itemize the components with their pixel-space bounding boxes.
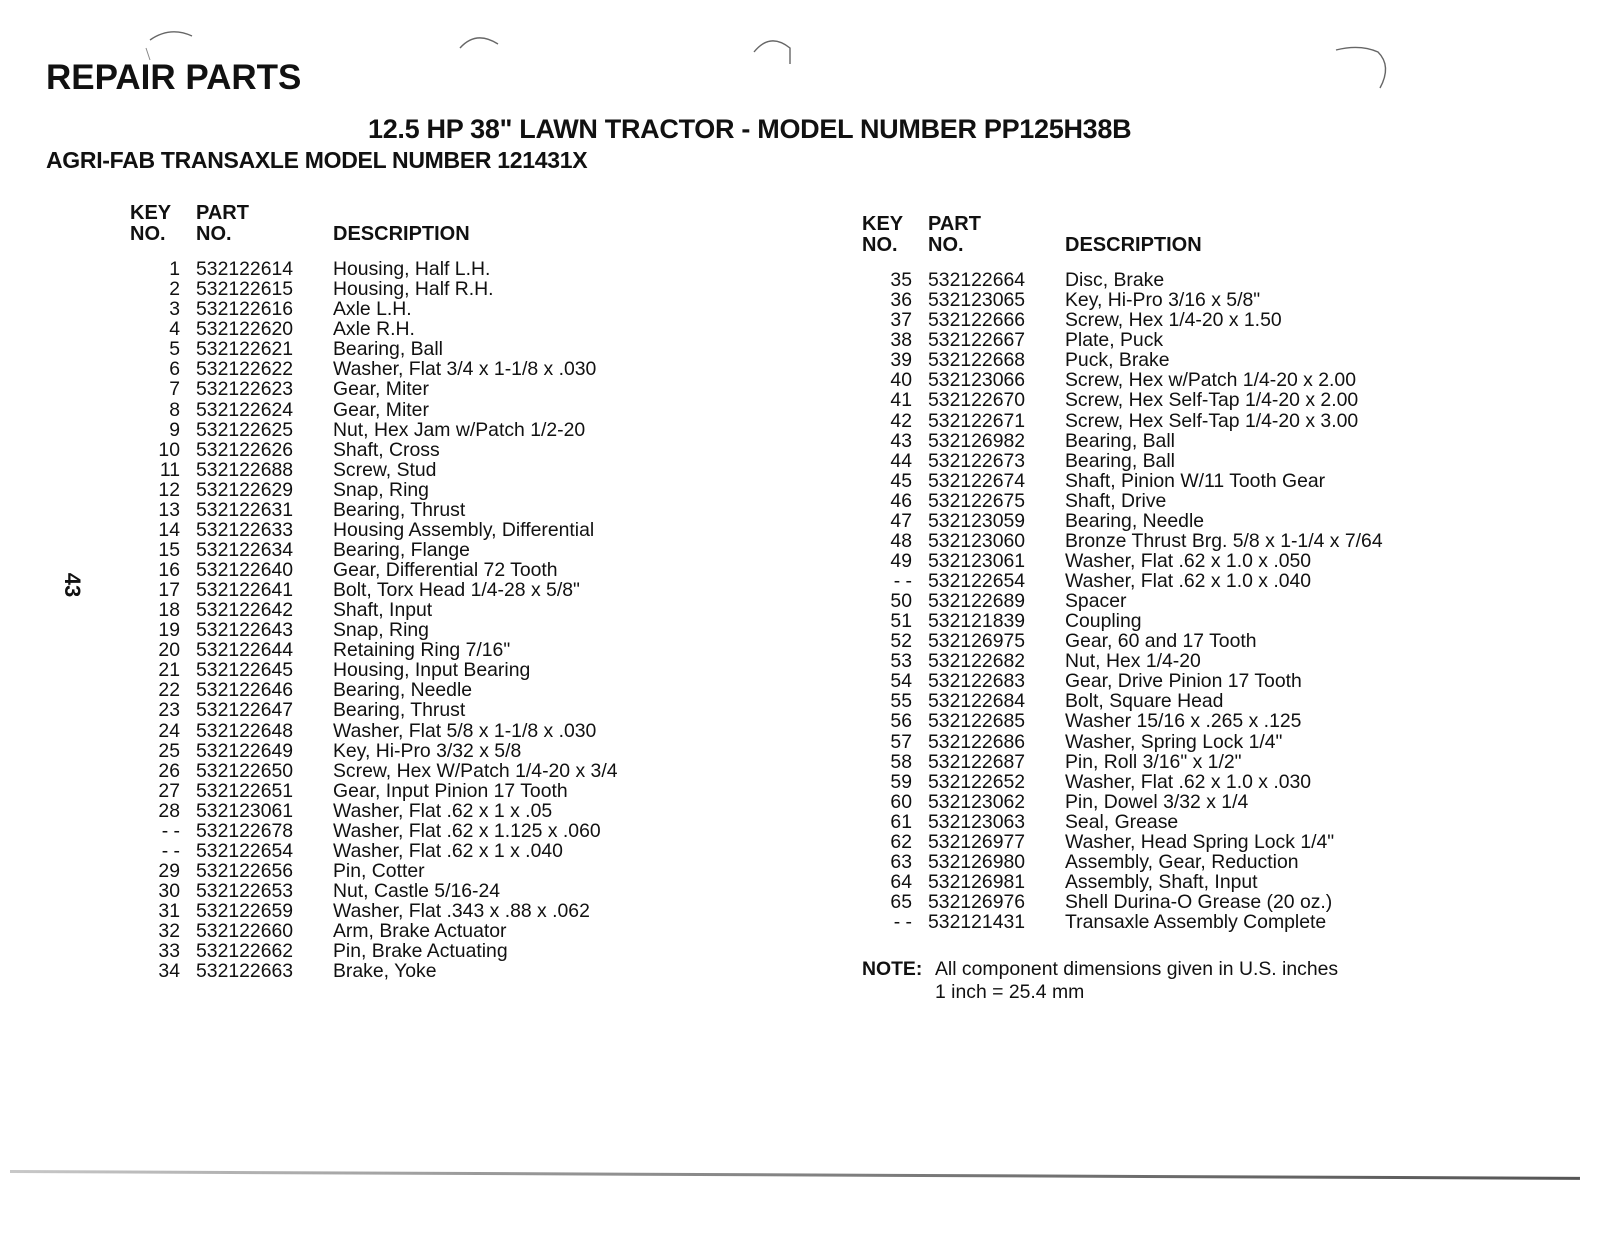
key-header-line1: KEY	[130, 202, 172, 224]
part-description: Nut, Hex 1/4-20	[1065, 650, 1201, 673]
transaxle-title: AGRI-FAB TRANSAXLE MODEL NUMBER 121431X	[46, 147, 588, 173]
table-row	[862, 691, 1383, 711]
table-row	[862, 410, 1383, 430]
part-header-line2: NO.	[196, 223, 232, 245]
part-description: Bearing, Thrust	[333, 498, 466, 521]
part-description: Screw, Hex Self-Tap 1/4-20 x 3.00	[1065, 409, 1359, 432]
table-row	[862, 310, 1383, 330]
part-number: 532122683	[928, 670, 1026, 693]
key-number: 32	[158, 920, 180, 943]
dimensions-note	[862, 958, 1338, 1004]
table-row	[862, 872, 1383, 892]
table-row	[130, 801, 618, 821]
table-row	[862, 752, 1383, 772]
key-number: 31	[158, 900, 180, 923]
part-number: 532126977	[928, 830, 1026, 853]
part-number: 532123060	[928, 529, 1026, 552]
key-number: 53	[890, 650, 912, 673]
key-number: 24	[158, 719, 180, 742]
part-description: Plate, Puck	[1065, 329, 1164, 352]
table-row	[862, 792, 1383, 812]
table-row	[130, 339, 618, 359]
table-row	[130, 961, 618, 981]
part-description: Screw, Hex w/Patch 1/4-20 x 2.00	[1065, 369, 1357, 392]
table-row	[130, 440, 618, 460]
table-row	[862, 511, 1383, 531]
part-number: 532122684	[928, 690, 1026, 713]
part-header-line1: PART	[196, 202, 249, 224]
key-header-line1: KEY	[862, 213, 904, 235]
part-number: 532126980	[928, 850, 1026, 873]
key-number: 47	[890, 509, 912, 532]
table-row	[130, 921, 618, 941]
part-number: 532122652	[928, 770, 1026, 793]
part-number: 532123061	[928, 549, 1026, 572]
part-description: Washer, Head Spring Lock 1/4"	[1065, 830, 1335, 853]
part-description: Washer, Flat .62 x 1.0 x .030	[1065, 770, 1312, 793]
table-row	[130, 279, 618, 299]
part-description: Gear, Differential 72 Tooth	[333, 559, 558, 581]
table-row	[130, 420, 618, 440]
table-row	[862, 631, 1383, 651]
note-label: NOTE:	[862, 958, 923, 980]
part-number: 532123061	[196, 799, 294, 822]
part-description: Housing, Input Bearing	[333, 659, 531, 682]
parts-list-right	[862, 270, 1383, 932]
part-description: Bearing, Flange	[333, 538, 470, 561]
part-number: 532122668	[928, 349, 1026, 372]
part-description: Bearing, Needle	[1065, 509, 1205, 532]
key-header-line2: NO.	[130, 223, 166, 245]
part-number: 532122640	[196, 559, 294, 581]
part-number: 532122656	[196, 859, 294, 882]
table-row	[130, 841, 618, 861]
table-row	[130, 741, 618, 761]
key-number: 57	[890, 730, 912, 753]
key-number: 49	[890, 549, 912, 572]
part-number: 532122660	[196, 920, 294, 943]
part-description: Nut, Castle 5/16-24	[333, 880, 501, 902]
key-number: 33	[158, 940, 180, 963]
part-description: Washer 15/16 x .265 x .125	[1065, 710, 1302, 733]
table-row	[862, 290, 1383, 310]
part-description: Housing, Half R.H.	[333, 278, 494, 301]
key-number: 36	[890, 289, 912, 312]
part-description: Bearing, Ball	[1065, 429, 1175, 452]
part-description: Gear, 60 and 17 Tooth	[1065, 630, 1257, 653]
part-description: Bolt, Torx Head 1/4-28 x 5/8"	[333, 579, 580, 602]
part-number: 532122615	[196, 278, 294, 301]
table-row	[130, 861, 618, 881]
key-number: 41	[890, 389, 912, 412]
part-description: Pin, Cotter	[333, 859, 425, 882]
part-description: Arm, Brake Actuator	[333, 920, 507, 943]
table-row	[130, 299, 618, 319]
part-description: Washer, Flat .62 x 1.0 x .040	[1065, 570, 1312, 592]
table-row	[130, 520, 618, 540]
key-number: 54	[890, 670, 912, 693]
part-number: 532122647	[196, 699, 294, 722]
part-number: 532126975	[928, 630, 1026, 653]
part-number: 532122664	[928, 269, 1026, 292]
part-number: 532122673	[928, 449, 1026, 472]
key-number: 27	[158, 779, 180, 802]
part-number: 532122626	[196, 438, 294, 461]
key-number: 23	[158, 699, 180, 722]
part-description: Housing, Half L.H.	[333, 258, 491, 281]
key-number: 34	[158, 960, 180, 983]
key-number: 56	[890, 710, 912, 733]
table-row	[130, 580, 618, 600]
key-number: 2	[169, 278, 180, 301]
parts-table-right	[862, 214, 1383, 932]
key-number: 1	[169, 258, 180, 281]
table-row	[130, 540, 618, 560]
key-number: 3	[169, 298, 180, 321]
part-number: 532122689	[928, 590, 1026, 613]
part-number: 532121431	[928, 911, 1026, 934]
part-number: 532122666	[928, 309, 1026, 332]
part-number: 532122641	[196, 579, 294, 602]
key-number: 22	[158, 679, 180, 702]
table-row	[862, 431, 1383, 451]
part-number: 532122645	[196, 659, 294, 682]
part-number: 532122622	[196, 358, 294, 381]
key-number: 21	[158, 659, 180, 682]
part-number: 532122687	[928, 750, 1026, 773]
table-row	[130, 379, 618, 399]
key-number: 37	[890, 309, 912, 332]
key-number: 16	[158, 559, 180, 581]
key-number: - -	[893, 911, 912, 934]
part-number: 532122620	[196, 318, 294, 341]
key-number: 42	[890, 409, 912, 432]
part-number: 532122646	[196, 679, 294, 702]
part-number: 532126982	[928, 429, 1026, 452]
part-description: Assembly, Gear, Reduction	[1065, 850, 1299, 873]
part-description: Brake, Yoke	[333, 960, 437, 983]
table-row	[862, 330, 1383, 350]
key-number: 8	[169, 398, 180, 421]
part-number: 532122659	[196, 900, 294, 923]
part-description: Housing Assembly, Differential	[333, 518, 595, 541]
part-number: 532122651	[196, 779, 294, 802]
table-row	[130, 460, 618, 480]
part-description: Gear, Miter	[333, 378, 429, 401]
key-number: 14	[158, 518, 180, 541]
key-number: 11	[159, 458, 180, 481]
part-number: 532122629	[196, 478, 294, 501]
table-row	[862, 892, 1383, 912]
key-number: 13	[158, 498, 180, 521]
key-number: - -	[893, 570, 912, 592]
key-number: 40	[890, 369, 912, 392]
part-number: 532122642	[196, 599, 294, 622]
table-row	[862, 270, 1383, 290]
key-number: 26	[158, 759, 180, 782]
part-number: 532122625	[196, 418, 294, 441]
part-number: 532122631	[196, 498, 294, 521]
part-number: 532122649	[196, 739, 294, 762]
part-number: 532122633	[196, 518, 294, 541]
table-row	[862, 571, 1383, 591]
key-number: 50	[890, 590, 912, 613]
part-description: Shaft, Cross	[333, 438, 440, 461]
key-header-line2: NO.	[862, 234, 898, 256]
part-number: 532122688	[196, 458, 294, 481]
part-number: 532122634	[196, 538, 294, 561]
part-number: 532122616	[196, 298, 294, 321]
part-description: Bronze Thrust Brg. 5/8 x 1-1/4 x 7/64	[1065, 529, 1383, 552]
part-description: Snap, Ring	[333, 619, 429, 642]
key-number: 51	[890, 610, 912, 633]
part-number: 532123059	[928, 509, 1026, 532]
table-row	[862, 772, 1383, 792]
part-description: Washer, Flat .62 x 1.125 x .060	[333, 819, 601, 842]
part-description: Screw, Hex Self-Tap 1/4-20 x 2.00	[1065, 389, 1359, 412]
part-description: Bearing, Ball	[333, 338, 443, 361]
part-number: 532122654	[928, 570, 1026, 592]
table-row	[130, 399, 618, 419]
table-row	[862, 471, 1383, 491]
table-row	[130, 600, 618, 620]
key-number: 38	[890, 329, 912, 352]
table-row	[130, 700, 618, 720]
part-description: Shell Durina-O Grease (20 oz.)	[1065, 891, 1333, 913]
key-number: 10	[158, 438, 180, 461]
key-number: 17	[158, 579, 180, 602]
part-description: Screw, Hex W/Patch 1/4-20 x 3/4	[333, 759, 618, 782]
note-line1: All component dimensions given in U.S. inches	[935, 958, 1339, 980]
part-description: Pin, Dowel 3/32 x 1/4	[1065, 790, 1249, 813]
part-number: 532122674	[928, 469, 1026, 492]
key-number: 18	[158, 599, 180, 622]
part-number: 532122648	[196, 719, 294, 742]
part-description: Snap, Ring	[333, 478, 429, 501]
part-description: Spacer	[1065, 590, 1127, 613]
key-number: 52	[890, 630, 912, 653]
table-row	[862, 370, 1383, 390]
key-number: 60	[890, 790, 912, 813]
part-description: Nut, Hex Jam w/Patch 1/2-20	[333, 418, 586, 441]
scan-edge-line	[10, 1170, 1580, 1180]
table-row	[862, 491, 1383, 511]
part-description: Bearing, Needle	[333, 679, 473, 702]
part-description: Transaxle Assembly Complete	[1065, 911, 1327, 934]
part-number: 532122685	[928, 710, 1026, 733]
key-number: - -	[161, 819, 180, 842]
table-row	[862, 812, 1383, 832]
part-number: 532121839	[928, 610, 1026, 633]
table-row	[130, 881, 618, 901]
table-row	[862, 912, 1383, 932]
key-number: - -	[161, 839, 180, 862]
table-row	[130, 319, 618, 339]
part-description: Seal, Grease	[1065, 810, 1179, 833]
parts-list-left	[130, 259, 618, 981]
part-description: Bearing, Thrust	[333, 699, 466, 722]
table-row	[862, 852, 1383, 872]
part-number: 532122686	[928, 730, 1026, 753]
table-row	[862, 451, 1383, 471]
key-number: 6	[169, 358, 180, 381]
note-line2: 1 inch = 25.4 mm	[935, 981, 1085, 1003]
part-description: Pin, Brake Actuating	[333, 940, 508, 963]
part-number: 532126976	[928, 891, 1026, 913]
key-number: 61	[890, 810, 912, 833]
part-description: Washer, Flat 3/4 x 1-1/8 x .030	[333, 358, 597, 381]
part-description: Screw, Stud	[333, 458, 437, 481]
part-description: Puck, Brake	[1065, 349, 1170, 372]
part-number: 532123065	[928, 289, 1026, 312]
key-number: 29	[158, 859, 180, 882]
part-description: Washer, Flat .62 x 1.0 x .050	[1065, 549, 1312, 572]
part-description: Screw, Hex 1/4-20 x 1.50	[1065, 309, 1282, 332]
part-description: Washer, Flat 5/8 x 1-1/8 x .030	[333, 719, 597, 742]
part-description: Washer, Flat .343 x .88 x .062	[333, 900, 590, 923]
table-row	[862, 611, 1383, 631]
part-description: Shaft, Input	[333, 599, 433, 622]
part-number: 532122671	[928, 409, 1026, 432]
table-row	[130, 781, 618, 801]
part-header-line1: PART	[928, 213, 981, 235]
table-row	[130, 901, 618, 921]
part-number: 532126981	[928, 870, 1026, 893]
key-number: 35	[890, 269, 912, 292]
part-description: Washer, Flat .62 x 1 x .040	[333, 839, 563, 862]
key-number: 55	[890, 690, 912, 713]
table-row	[130, 680, 618, 700]
key-number: 7	[169, 378, 180, 401]
part-number: 532122621	[196, 338, 294, 361]
part-description: Retaining Ring 7/16"	[333, 639, 511, 662]
key-number: 59	[890, 770, 912, 793]
part-description: Coupling	[1065, 610, 1142, 633]
table-row	[862, 350, 1383, 370]
table-row	[130, 560, 618, 580]
key-number: 44	[890, 449, 912, 472]
key-number: 46	[890, 489, 912, 512]
part-number: 532122682	[928, 650, 1026, 673]
table-row	[862, 390, 1383, 410]
table-row	[130, 480, 618, 500]
table-row	[130, 761, 618, 781]
part-description: Gear, Drive Pinion 17 Tooth	[1065, 670, 1302, 693]
table-row	[130, 359, 618, 379]
description-header: DESCRIPTION	[333, 223, 470, 245]
key-number: 28	[158, 799, 180, 822]
part-description: Shaft, Drive	[1065, 489, 1167, 512]
key-number: 5	[169, 338, 180, 361]
part-description: Gear, Miter	[333, 398, 429, 421]
table-row	[862, 671, 1383, 691]
table-row	[130, 660, 618, 680]
part-number: 532122667	[928, 329, 1026, 352]
table-row	[130, 259, 618, 279]
key-number: 58	[890, 750, 912, 773]
key-number: 30	[158, 880, 180, 902]
part-number: 532122614	[196, 258, 294, 281]
key-number: 19	[158, 619, 180, 642]
table-row	[862, 551, 1383, 571]
part-number: 532123063	[928, 810, 1026, 833]
part-description: Pin, Roll 3/16" x 1/2"	[1065, 750, 1242, 773]
key-number: 48	[890, 529, 912, 552]
part-description: Bolt, Square Head	[1065, 690, 1224, 713]
key-number: 25	[158, 739, 180, 762]
key-number: 15	[158, 538, 180, 561]
parts-table-left	[130, 203, 618, 981]
table-row	[130, 500, 618, 520]
part-description: Gear, Input Pinion 17 Tooth	[333, 779, 568, 802]
part-description: Bearing, Ball	[1065, 449, 1175, 472]
part-number: 532122678	[196, 819, 294, 842]
part-description: Washer, Spring Lock 1/4"	[1065, 730, 1283, 753]
key-number: 39	[890, 349, 912, 372]
part-number: 532122675	[928, 489, 1026, 512]
key-number: 12	[158, 478, 180, 501]
key-number: 43	[890, 429, 912, 452]
table-row	[862, 531, 1383, 551]
page-title: REPAIR PARTS	[46, 58, 302, 97]
part-number: 532122644	[196, 639, 294, 662]
part-number: 532122623	[196, 378, 294, 401]
table-row	[130, 821, 618, 841]
part-number: 532122662	[196, 940, 294, 963]
key-number: 9	[169, 418, 180, 441]
model-title: 12.5 HP 38" LAWN TRACTOR - MODEL NUMBER PP125H38B	[368, 114, 1132, 144]
part-number: 532122650	[196, 759, 294, 782]
part-number: 532122670	[928, 389, 1026, 412]
part-description: Axle R.H.	[333, 318, 415, 341]
table-row	[130, 620, 618, 640]
part-description: Key, Hi-Pro 3/32 x 5/8	[333, 739, 522, 762]
table-row	[862, 731, 1383, 751]
key-number: 20	[158, 639, 180, 662]
key-number: 62	[890, 830, 912, 853]
part-number: 532122654	[196, 839, 294, 862]
part-number: 532123066	[928, 369, 1026, 392]
key-number: 45	[890, 469, 912, 492]
page-number: 43	[60, 572, 86, 598]
key-number: 65	[890, 891, 912, 913]
table-row	[130, 720, 618, 740]
part-description: Assembly, Shaft, Input	[1065, 870, 1258, 893]
key-number: 64	[890, 870, 912, 893]
part-description: Washer, Flat .62 x 1 x .05	[333, 799, 553, 822]
part-description: Disc, Brake	[1065, 269, 1165, 292]
part-description: Key, Hi-Pro 3/16 x 5/8"	[1065, 289, 1261, 312]
part-number: 532122653	[196, 880, 294, 902]
table-row	[862, 711, 1383, 731]
part-number: 532122663	[196, 960, 294, 983]
part-header-line2: NO.	[928, 234, 964, 256]
table-row	[862, 832, 1383, 852]
part-description: Shaft, Pinion W/11 Tooth Gear	[1065, 469, 1326, 492]
key-number: 4	[169, 318, 180, 341]
description-header: DESCRIPTION	[1065, 234, 1202, 256]
part-number: 532123062	[928, 790, 1026, 813]
part-number: 532122624	[196, 398, 294, 421]
part-number: 532122643	[196, 619, 294, 642]
table-row	[130, 640, 618, 660]
part-description: Axle L.H.	[333, 298, 412, 321]
key-number: 63	[890, 850, 912, 873]
table-row	[862, 591, 1383, 611]
table-row	[862, 651, 1383, 671]
table-row	[130, 941, 618, 961]
